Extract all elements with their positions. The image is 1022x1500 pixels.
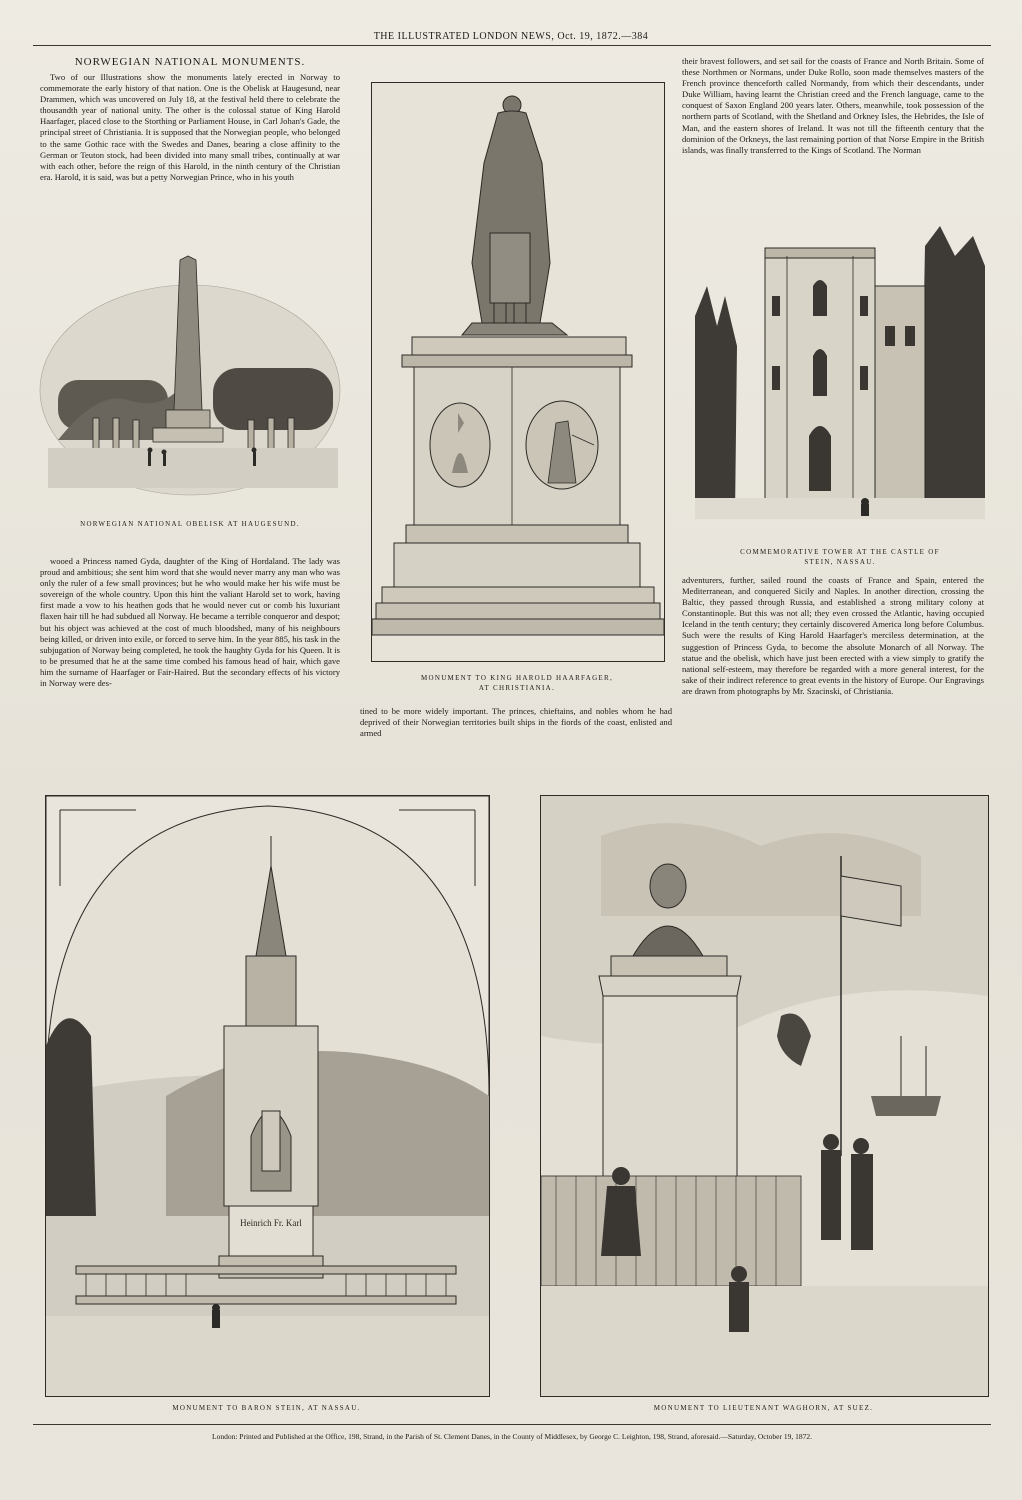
waghorn-engraving [540, 795, 989, 1397]
caption-harold-line-2: AT CHRISTIANIA. [478, 684, 556, 692]
article-paragraph: tined to be more widely important. The princes, chieftains, and nobles whom he had deprived of their Norwegian territories built ships in the fiords of the coast, enlisted and armed [360, 706, 672, 739]
caption-obelisk: NORWEGIAN NATIONAL OBELISK AT HAUGESUND. [80, 520, 300, 528]
article-column-1-bottom [40, 556, 340, 740]
footer-rule [33, 1424, 991, 1425]
header-rule [33, 45, 991, 46]
obelisk-engraving [38, 240, 343, 500]
article-column-2-bottom [360, 706, 672, 740]
article-paragraph: wooed a Princess named Gyda, daughter of the King of Hordaland. The lady was proud and ambitious; she sent him word that she would never marry any man who was only the ruler of a few small provinces; but he who would make her his wife must be sovereign of the whole country. Upon this hint the valiant Harold set to work, having first made a vow to his heathen gods that he would never cut or comb his luxuriant flaxen hair till he had subdued all Norway. He became a terrible conqueror and despot; but his object was achieved at the cost of much bloodshed, many of his neighbours being killed, or driven into exile, or forced to serve him. In the year 885, his task in the subjugation of Norway being completed, he took the haughty Gyda for his Queen. It is to be presumed that he at the same time combed his famous head of hair, which gave him the surname of Haarfager or Fair-Haired. But the secondary effects of his victory in Norway were des- [40, 556, 340, 689]
article-headline: NORWEGIAN NATIONAL MONUMENTS. [74, 56, 306, 68]
caption-harold-line-1: MONUMENT TO KING HAROLD HAARFAGER, [420, 674, 614, 682]
caption-waghorn: MONUMENT TO LIEUTENANT WAGHORN, AT SUEZ. [653, 1404, 874, 1412]
tower-engraving [695, 226, 985, 519]
caption-tower [695, 547, 985, 567]
article-paragraph: adventurers, further, sailed round the coasts of France and Spain, entered the Mediterranean, and conquered Sicily and Naples. In another direction, crossing the Baltic, they passed through Russia, and established a strong military colony at Constantinople. But this was not all; they even crossed the Atlantic, having occupied Iceland in the tenth century; they certainly discovered America long before Columbus. Such were the results of King Harold Haarfager's merciless determination, at the suggestion of Princess Gyda, to become the absolute Monarch of all Norway. The statue and the obelisk, which have just been erected with a view simply to gratify the national self-esteem, may therefore be regarded with a more general interest, for the sake of their indirect reference to great events in the history of Europe. Our Engravings are drawn from photographs by Mr. Szacinski, of Christiania. [682, 575, 984, 696]
article-column-1-top [40, 72, 340, 250]
article-column-3-top [682, 56, 984, 196]
caption-tower-line-1: COMMEMORATIVE TOWER AT THE CASTLE OF [740, 548, 940, 556]
baron-stein-engraving [45, 795, 490, 1397]
article-column-3-bottom [682, 575, 984, 741]
stein-plinth-inscription: Heinrich Fr. Karl [240, 1218, 302, 1228]
article-paragraph: Two of our Illustrations show the monuments lately erected in Norway to commemorate the early history of that nation. One is the Obelisk at Haugesund, near Drammen, which was uncovered on July 18, at the festival held there to celebrate the thousandth year of national unity. The other is the colossal statue of King Harold Haarfager, placed close to the Storthing or Parliament House, in Carl Johan's Gade, the principal street of Christiania. It is supposed that the Norwegian people, who belonged to the same Gothic race with the Swedes and Danes, bearing a close affinity to the German or Teuton stock, had been divided into many small tribes, continually at war with each other, before the reign of this Harold, in the ninth century of the Christian era. Harold, it is said, was but a petty Norwegian Prince, who in his youth [40, 72, 340, 182]
caption-harold [371, 673, 663, 693]
footer-imprint: London: Printed and Published at the Office, 198, Strand, in the Parish of St. Clement Danes, in the County of Middlesex, by George C. Leighton, 198, Strand, aforesaid.—Saturday, October 19, 1872. [212, 1432, 812, 1441]
article-paragraph: their bravest followers, and set sail for the coasts of France and North Britain. Some of these Northmen or Normans, under Duke Rollo, soon made themselves masters of the French province thenceforth called Normandy, from which their descendants, under Duke William, having learnt the Christian creed and the French language, came to the conquest of Saxon England 200 years later. Others, meanwhile, took possession of the northern parts of Scotland, with the Shetland and Orkney Isles, the Hebrides, the Isle of Man, and the eastern shores of Ireland. It was not till the fifteenth century that the dominion of the Orkneys, the last remaining portion of that Norse Empire in the British islands, was finally transferred to the Kings of Scotland. The Norman [682, 56, 984, 155]
harold-statue-engraving [371, 82, 665, 662]
masthead: THE ILLUSTRATED LONDON NEWS, Oct. 19, 1872.—384 [373, 31, 649, 42]
caption-stein: MONUMENT TO BARON STEIN, AT NASSAU. [172, 1404, 361, 1412]
caption-tower-line-2: STEIN, NASSAU. [804, 558, 876, 566]
